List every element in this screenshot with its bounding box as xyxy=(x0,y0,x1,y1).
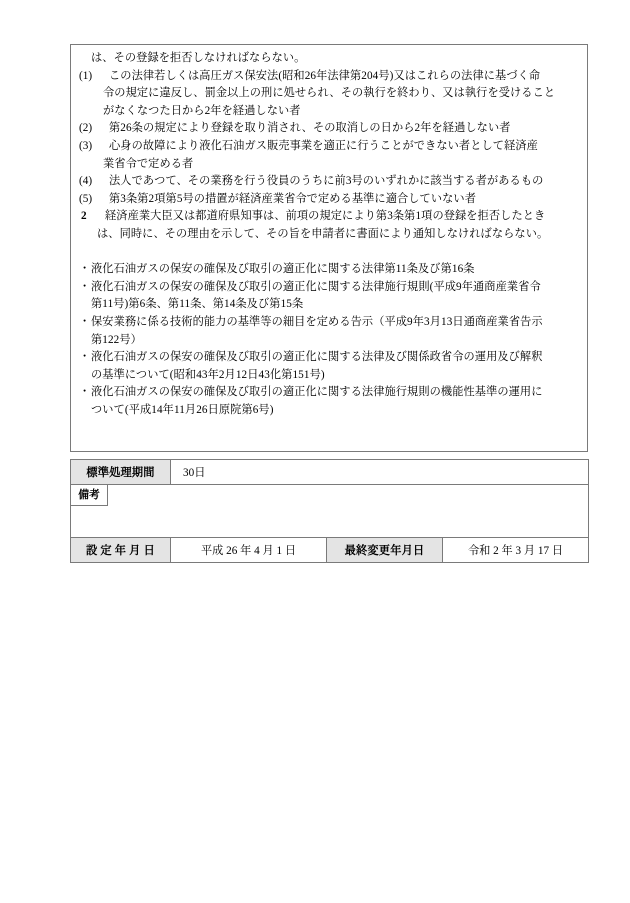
regulation-bullet-3 xyxy=(79,314,579,349)
numbered-item-5 xyxy=(79,191,579,209)
numbered-item-4-marker: (4) xyxy=(79,175,93,188)
numbered-item-3-line-1: 心身の故障により液化石油ガス販売事業を適正に行うことができない者として経済産 xyxy=(109,139,538,152)
summary-table-wrapper xyxy=(70,459,588,563)
bullet-point-icon: ・ xyxy=(79,315,91,328)
block-bottom-padding xyxy=(79,419,579,441)
bullet-point-icon: ・ xyxy=(79,263,91,276)
regulation-bullet-5 xyxy=(79,384,579,419)
paragraph-2-marker: 2 xyxy=(81,210,87,223)
numbered-item-3-line-2: 業省令で定める者 xyxy=(103,157,194,170)
paragraph-2-line-2: は、同時に、その理由を示して、その旨を申請者に書面により通知しなければならない。 xyxy=(97,227,549,240)
paragraph-2-line-1: 経済産業大臣又は都道府県知事は、前項の規定により第3条第1項の登録を拒否したとき xyxy=(105,210,546,223)
legal-text-block xyxy=(71,45,587,451)
table-row-standard-period xyxy=(71,460,589,485)
remarks-cell xyxy=(71,485,589,538)
regulation-bullet-3-line-2: 第122号） xyxy=(91,333,142,346)
numbered-item-4 xyxy=(79,173,579,191)
regulation-bullet-2 xyxy=(79,279,579,314)
numbered-item-2-marker: (2) xyxy=(79,122,93,135)
document-frame xyxy=(70,44,588,452)
numbered-item-1-line-1: この法律若しくは高圧ガス保安法(昭和26年法律第204号)又はこれらの法律に基づく命 xyxy=(109,69,541,82)
last-change-label: 最終変更年月日 xyxy=(327,538,443,563)
summary-table xyxy=(70,459,589,563)
numbered-item-1-line-2: 令の規定に違反し、罰金以上の刑に処せられ、その執行を終わり、又は執行を受けること xyxy=(103,87,556,100)
last-change-value: 令和 2 年 3 月 17 日 xyxy=(443,538,589,563)
regulation-bullet-2-line-1: 液化石油ガスの保安の確保及び取引の適正化に関する法律施行規則(平成9年通商産業省令 xyxy=(91,280,541,293)
numbered-item-2 xyxy=(79,120,579,138)
set-date-label: 設 定 年 月 日 xyxy=(71,538,171,563)
table-row-remarks xyxy=(71,485,589,538)
standard-period-value: 30日 xyxy=(171,460,589,485)
numbered-item-1-marker: (1) xyxy=(79,69,93,82)
standard-period-label: 標準処理期間 xyxy=(71,460,171,485)
bullet-point-icon: ・ xyxy=(79,280,91,293)
regulation-bullet-5-line-1: 液化石油ガスの保安の確保及び取引の適正化に関する法律施行規則の機能性基準の運用に xyxy=(91,386,543,399)
continuation-line: は、その登録を拒否しなければならない。 xyxy=(91,52,306,64)
regulation-bullet-4 xyxy=(79,349,579,384)
numbered-item-5-line-1: 第3条第2項第5号の措置が経済産業省令で定める基準に適合していない者 xyxy=(109,192,476,205)
numbered-item-4-line-1: 法人であつて、その業務を行う役員のうちに前3号のいずれかに該当する者があるもの xyxy=(109,175,544,188)
paragraph-2 xyxy=(79,208,579,243)
numbered-item-5-marker: (5) xyxy=(79,192,93,205)
regulation-bullet-4-line-2: の基準について(昭和43年2月12日43化第151号) xyxy=(91,368,325,381)
regulation-bullet-1-line-1: 液化石油ガスの保安の確保及び取引の適正化に関する法律第11条及び第16条 xyxy=(91,263,475,276)
bullet-point-icon: ・ xyxy=(79,351,91,364)
numbered-item-1 xyxy=(79,68,579,121)
regulation-bullet-2-line-2: 第11号)第6条、第11条、第14条及び第15条 xyxy=(91,298,304,311)
regulation-bullet-4-line-1: 液化石油ガスの保安の確保及び取引の適正化に関する法律及び関係政省令の運用及び解釈 xyxy=(91,351,543,364)
remarks-label: 備考 xyxy=(71,485,108,506)
regulation-bullet-5-line-2: ついて(平成14年11月26日原院第6号) xyxy=(91,403,274,416)
bullet-point-icon: ・ xyxy=(79,386,91,399)
numbered-item-1-line-3: がなくなつた日から2年を経過しない者 xyxy=(103,104,301,117)
numbered-item-3 xyxy=(79,138,579,173)
numbered-item-3-marker: (3) xyxy=(79,139,93,152)
regulation-bullet-1 xyxy=(79,261,579,279)
paragraph-gap xyxy=(79,244,579,262)
set-date-value: 平成 26 年 4 月 1 日 xyxy=(171,538,327,563)
numbered-item-2-line-1: 第26条の規定により登録を取り消され、その取消しの日から2年を経過しない者 xyxy=(109,122,511,135)
table-row-dates xyxy=(71,538,589,563)
regulation-bullet-3-line-1: 保安業務に係る技術的能力の基準等の細目を定める告示（平成9年3月13日通商産業省告示 xyxy=(91,315,543,328)
